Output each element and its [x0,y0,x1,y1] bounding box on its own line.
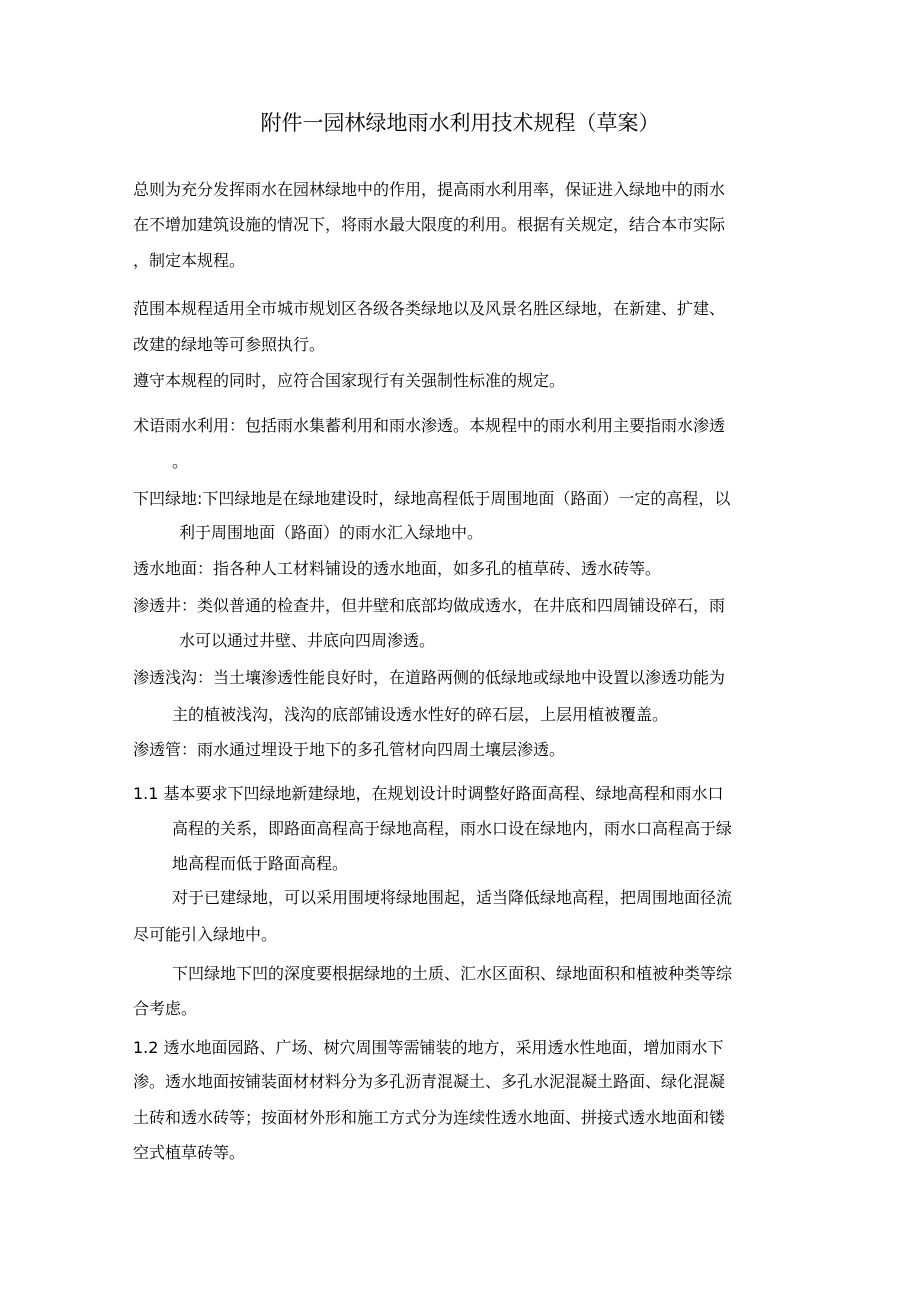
text-line: 改建的绿地等可参照执行。 [133,335,326,354]
text-line: 对于已建绿地，可以采用围埂将绿地围起，适当降低绿地高程，把周围地面径流 [172,888,733,907]
text-line: 下凹绿地:下凹绿地是在绿地建设时，绿地高程低于周围地面（路面）一定的高程，以 [133,489,731,508]
page-title: 附件一园林绿地雨水利用技术规程（草案） [260,111,660,135]
text-line: 渗透井：类似普通的检查井，但井壁和底部均做成透水，在井底和四周铺设碎石，雨 [133,596,726,615]
text-line: 遵守本规程的同时，应符合国家现行有关强制性标准的规定。 [133,371,566,390]
text-line: 总则为充分发挥雨水在园林绿地中的作用，提高雨水利用率，保证进入绿地中的雨水 [133,180,726,199]
text-line: 渗透管：雨水通过埋设于地下的多孔管材向四周土壤层渗透。 [133,740,566,759]
text-line: 1.1 基本要求下凹绿地新建绿地，在规划设计时调整好路面高程、绿地高程和雨水口 [133,784,724,803]
text-line: 1.2 透水地面园路、广场、树穴周围等需铺装的地方，采用透水性地面，增加雨水下 [133,1038,724,1057]
text-line: 地高程而低于路面高程。 [172,854,349,873]
text-line: 尽可能引入绿地中。 [133,925,278,944]
text-line: 。 [172,452,189,471]
text-line: ，制定本规程。 [133,251,246,270]
text-line: 在不增加建筑设施的情况下，将雨水最大限度的利用。根据有关规定，结合本市实际 [133,215,726,234]
text-line: 范围本规程适用全市城市规划区各级各类绿地以及风景名胜区绿地，在新建、扩建、 [133,299,726,318]
text-line: 高程的关系，即路面高程高于绿地高程，雨水口设在绿地内，雨水口高程高于绿 [172,819,733,838]
text-line: 下凹绿地下凹的深度要根据绿地的土质、汇水区面积、绿地面积和植被种类等综 [172,964,733,983]
text-line: 术语雨水利用：包括雨水集蓄利用和雨水渗透。本规程中的雨水利用主要指雨水渗透 [133,416,726,435]
text-line: 水可以通过井壁、井底向四周渗透。 [179,631,436,650]
text-line: 渗透浅沟：当土壤渗透性能良好时，在道路两侧的低绿地或绿地中设置以渗透功能为 [133,668,726,687]
text-line: 主的植被浅沟，浅沟的底部铺设透水性好的碎石层，上层用植被覆盖。 [172,705,669,724]
text-line: 利于周围地面（路面）的雨水汇入绿地中。 [179,523,484,542]
text-line: 空式植草砖等。 [133,1143,246,1162]
text-line: 合考虑。 [133,999,198,1018]
text-line: 土砖和透水砖等；按面材外形和施工方式分为连续性透水地面、拼接式透水地面和镂 [133,1108,726,1127]
text-line: 渗。透水地面按铺装面材材料分为多孔沥青混凝土、多孔水泥混凝土路面、绿化混凝 [133,1072,726,1091]
text-line: 透水地面：指各种人工材料铺设的透水地面，如多孔的植草砖、透水砖等。 [133,559,662,578]
